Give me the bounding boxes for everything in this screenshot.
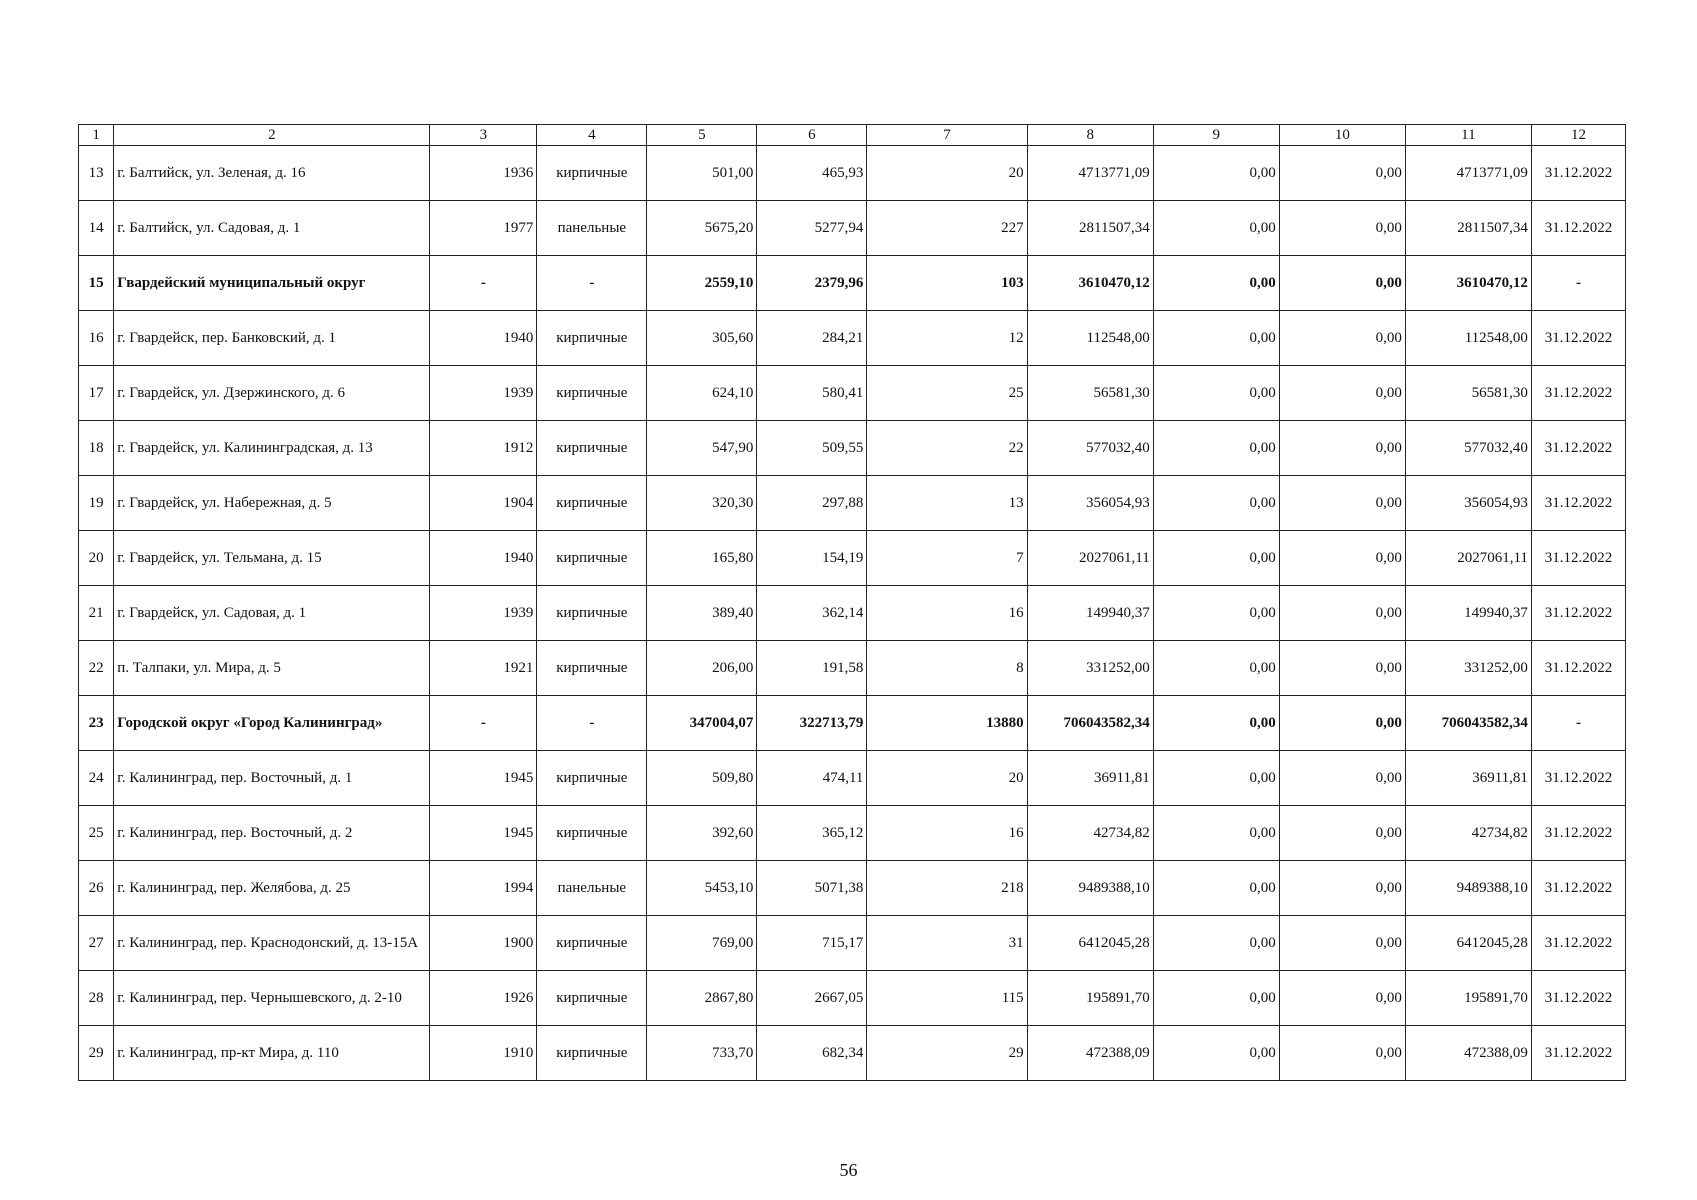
year-cell: 1945 [430,751,537,806]
row-number: 18 [79,421,114,476]
material-cell: кирпичные [537,806,647,861]
cost-total-cell: 2027061,11 [1027,531,1153,586]
row-number: 17 [79,366,114,421]
year-cell: 1945 [430,806,537,861]
cost-total-cell: 195891,70 [1027,971,1153,1026]
year-cell: 1939 [430,586,537,641]
deadline-cell: 31.12.2022 [1531,751,1625,806]
cost-other-cell: 6412045,28 [1405,916,1531,971]
total-area-cell: 624,10 [647,366,757,421]
deadline-cell: 31.12.2022 [1531,146,1625,201]
deadline-cell: 31.12.2022 [1531,586,1625,641]
year-cell: 1940 [430,531,537,586]
cost-other-cell: 36911,81 [1405,751,1531,806]
residents-cell: 12 [867,311,1027,366]
residents-cell: 103 [867,256,1027,311]
column-header: 11 [1405,125,1531,146]
material-cell: кирпичные [537,421,647,476]
cost-budget-cell: 0,00 [1279,476,1405,531]
year-cell: 1910 [430,1026,537,1081]
cost-budget-cell: 0,00 [1279,971,1405,1026]
material-cell: кирпичные [537,476,647,531]
table-row [79,971,1626,1026]
total-area-cell: 5453,10 [647,861,757,916]
table-row [79,421,1626,476]
cost-budget-cell: 0,00 [1279,366,1405,421]
cost-other-cell: 195891,70 [1405,971,1531,1026]
cost-total-cell: 6412045,28 [1027,916,1153,971]
residents-cell: 7 [867,531,1027,586]
cost-budget-cell: 0,00 [1279,311,1405,366]
cost-other-cell: 4713771,09 [1405,146,1531,201]
row-number: 13 [79,146,114,201]
residents-cell: 13880 [867,696,1027,751]
address-cell: г. Калининград, пер. Чернышевского, д. 2-10 [114,971,430,1026]
row-number: 26 [79,861,114,916]
deadline-cell: - [1531,256,1625,311]
cost-budget-cell: 0,00 [1279,531,1405,586]
address-cell: г. Гвардейск, ул. Тельмана, д. 15 [114,531,430,586]
total-area-cell: 320,30 [647,476,757,531]
column-header: 8 [1027,125,1153,146]
table-row [79,806,1626,861]
deadline-cell: 31.12.2022 [1531,311,1625,366]
group-row [79,696,1626,751]
cost-budget-cell: 0,00 [1279,696,1405,751]
table-row [79,531,1626,586]
address-cell: г. Калининград, пер. Восточный, д. 2 [114,806,430,861]
living-area-cell: 509,55 [757,421,867,476]
cost-fund-cell: 0,00 [1153,476,1279,531]
cost-fund-cell: 0,00 [1153,311,1279,366]
material-cell: кирпичные [537,641,647,696]
table-row [79,751,1626,806]
cost-fund-cell: 0,00 [1153,971,1279,1026]
cost-total-cell: 4713771,09 [1027,146,1153,201]
row-number: 14 [79,201,114,256]
residents-cell: 227 [867,201,1027,256]
cost-total-cell: 36911,81 [1027,751,1153,806]
total-area-cell: 769,00 [647,916,757,971]
residents-cell: 8 [867,641,1027,696]
living-area-cell: 682,34 [757,1026,867,1081]
table-body [79,146,1626,1081]
year-cell: 1904 [430,476,537,531]
cost-total-cell: 356054,93 [1027,476,1153,531]
year-cell: 1926 [430,971,537,1026]
cost-total-cell: 149940,37 [1027,586,1153,641]
row-number: 27 [79,916,114,971]
cost-fund-cell: 0,00 [1153,421,1279,476]
row-number: 15 [79,256,114,311]
total-area-cell: 2559,10 [647,256,757,311]
material-cell: - [537,256,647,311]
cost-fund-cell: 0,00 [1153,201,1279,256]
cost-total-cell: 56581,30 [1027,366,1153,421]
residents-cell: 20 [867,146,1027,201]
column-number-row [79,125,1626,146]
cost-other-cell: 56581,30 [1405,366,1531,421]
address-cell: г. Балтийск, ул. Зеленая, д. 16 [114,146,430,201]
column-header: 5 [647,125,757,146]
address-cell: Гвардейский муниципальный округ [114,256,430,311]
row-number: 22 [79,641,114,696]
address-cell: г. Калининград, пер. Краснодонский, д. 13-15А [114,916,430,971]
address-cell: г. Гвардейск, ул. Садовая, д. 1 [114,586,430,641]
cost-fund-cell: 0,00 [1153,366,1279,421]
material-cell: кирпичные [537,916,647,971]
residents-cell: 115 [867,971,1027,1026]
year-cell: 1912 [430,421,537,476]
table-row [79,641,1626,696]
address-cell: г. Гвардейск, ул. Калининградская, д. 13 [114,421,430,476]
deadline-cell: 31.12.2022 [1531,476,1625,531]
living-area-cell: 297,88 [757,476,867,531]
cost-fund-cell: 0,00 [1153,696,1279,751]
year-cell: - [430,696,537,751]
table-row [79,311,1626,366]
cost-other-cell: 706043582,34 [1405,696,1531,751]
cost-fund-cell: 0,00 [1153,641,1279,696]
data-table-sheet [78,124,1626,1081]
cost-fund-cell: 0,00 [1153,751,1279,806]
column-header: 4 [537,125,647,146]
cost-total-cell: 3610470,12 [1027,256,1153,311]
row-number: 21 [79,586,114,641]
cost-other-cell: 9489388,10 [1405,861,1531,916]
material-cell: кирпичные [537,311,647,366]
cost-budget-cell: 0,00 [1279,586,1405,641]
total-area-cell: 392,60 [647,806,757,861]
year-cell: 1994 [430,861,537,916]
year-cell: 1900 [430,916,537,971]
cost-other-cell: 356054,93 [1405,476,1531,531]
table-row [79,861,1626,916]
year-cell: 1921 [430,641,537,696]
row-number: 20 [79,531,114,586]
living-area-cell: 580,41 [757,366,867,421]
cost-other-cell: 149940,37 [1405,586,1531,641]
material-cell: кирпичные [537,1026,647,1081]
column-header: 2 [114,125,430,146]
cost-budget-cell: 0,00 [1279,146,1405,201]
year-cell: - [430,256,537,311]
address-cell: г. Балтийск, ул. Садовая, д. 1 [114,201,430,256]
total-area-cell: 206,00 [647,641,757,696]
cost-budget-cell: 0,00 [1279,641,1405,696]
cost-total-cell: 9489388,10 [1027,861,1153,916]
cost-total-cell: 2811507,34 [1027,201,1153,256]
total-area-cell: 509,80 [647,751,757,806]
table-row [79,916,1626,971]
cost-budget-cell: 0,00 [1279,201,1405,256]
living-area-cell: 5277,94 [757,201,867,256]
living-area-cell: 715,17 [757,916,867,971]
material-cell: панельные [537,861,647,916]
residents-cell: 25 [867,366,1027,421]
table-row [79,366,1626,421]
deadline-cell: 31.12.2022 [1531,201,1625,256]
material-cell: кирпичные [537,146,647,201]
housing-table [78,124,1626,1081]
deadline-cell: 31.12.2022 [1531,861,1625,916]
cost-budget-cell: 0,00 [1279,751,1405,806]
row-number: 19 [79,476,114,531]
residents-cell: 13 [867,476,1027,531]
column-header: 12 [1531,125,1625,146]
total-area-cell: 501,00 [647,146,757,201]
living-area-cell: 2667,05 [757,971,867,1026]
column-header: 3 [430,125,537,146]
address-cell: г. Гвардейск, пер. Банковский, д. 1 [114,311,430,366]
total-area-cell: 165,80 [647,531,757,586]
cost-total-cell: 706043582,34 [1027,696,1153,751]
living-area-cell: 362,14 [757,586,867,641]
deadline-cell: 31.12.2022 [1531,971,1625,1026]
cost-total-cell: 42734,82 [1027,806,1153,861]
cost-budget-cell: 0,00 [1279,256,1405,311]
address-cell: г. Гвардейск, ул. Набережная, д. 5 [114,476,430,531]
residents-cell: 22 [867,421,1027,476]
cost-other-cell: 3610470,12 [1405,256,1531,311]
total-area-cell: 389,40 [647,586,757,641]
total-area-cell: 547,90 [647,421,757,476]
living-area-cell: 284,21 [757,311,867,366]
column-header: 7 [867,125,1027,146]
total-area-cell: 733,70 [647,1026,757,1081]
cost-other-cell: 331252,00 [1405,641,1531,696]
cost-budget-cell: 0,00 [1279,861,1405,916]
deadline-cell: 31.12.2022 [1531,421,1625,476]
cost-other-cell: 472388,09 [1405,1026,1531,1081]
cost-fund-cell: 0,00 [1153,861,1279,916]
material-cell: кирпичные [537,971,647,1026]
row-number: 24 [79,751,114,806]
living-area-cell: 5071,38 [757,861,867,916]
material-cell: кирпичные [537,366,647,421]
material-cell: кирпичные [537,531,647,586]
residents-cell: 218 [867,861,1027,916]
column-header: 9 [1153,125,1279,146]
residents-cell: 31 [867,916,1027,971]
material-cell: кирпичные [537,751,647,806]
table-row [79,586,1626,641]
address-cell: п. Талпаки, ул. Мира, д. 5 [114,641,430,696]
total-area-cell: 347004,07 [647,696,757,751]
table-row [79,201,1626,256]
cost-other-cell: 2811507,34 [1405,201,1531,256]
residents-cell: 29 [867,1026,1027,1081]
column-header: 1 [79,125,114,146]
table-header [79,125,1626,146]
cost-fund-cell: 0,00 [1153,531,1279,586]
material-cell: - [537,696,647,751]
table-row [79,146,1626,201]
living-area-cell: 191,58 [757,641,867,696]
cost-total-cell: 331252,00 [1027,641,1153,696]
address-cell: г. Калининград, пер. Восточный, д. 1 [114,751,430,806]
column-header: 6 [757,125,867,146]
total-area-cell: 2867,80 [647,971,757,1026]
total-area-cell: 305,60 [647,311,757,366]
cost-total-cell: 112548,00 [1027,311,1153,366]
living-area-cell: 474,11 [757,751,867,806]
table-row [79,476,1626,531]
cost-total-cell: 472388,09 [1027,1026,1153,1081]
cost-fund-cell: 0,00 [1153,1026,1279,1081]
row-number: 23 [79,696,114,751]
row-number: 28 [79,971,114,1026]
group-row [79,256,1626,311]
cost-budget-cell: 0,00 [1279,1026,1405,1081]
cost-other-cell: 577032,40 [1405,421,1531,476]
deadline-cell: - [1531,696,1625,751]
deadline-cell: 31.12.2022 [1531,531,1625,586]
column-header: 10 [1279,125,1405,146]
cost-budget-cell: 0,00 [1279,916,1405,971]
deadline-cell: 31.12.2022 [1531,641,1625,696]
cost-budget-cell: 0,00 [1279,421,1405,476]
living-area-cell: 365,12 [757,806,867,861]
living-area-cell: 154,19 [757,531,867,586]
year-cell: 1940 [430,311,537,366]
cost-other-cell: 42734,82 [1405,806,1531,861]
deadline-cell: 31.12.2022 [1531,366,1625,421]
cost-fund-cell: 0,00 [1153,256,1279,311]
deadline-cell: 31.12.2022 [1531,916,1625,971]
row-number: 16 [79,311,114,366]
material-cell: панельные [537,201,647,256]
address-cell: г. Гвардейск, ул. Дзержинского, д. 6 [114,366,430,421]
deadline-cell: 31.12.2022 [1531,806,1625,861]
year-cell: 1977 [430,201,537,256]
address-cell: Городской округ «Город Калининград» [114,696,430,751]
row-number: 29 [79,1026,114,1081]
cost-budget-cell: 0,00 [1279,806,1405,861]
cost-fund-cell: 0,00 [1153,146,1279,201]
living-area-cell: 2379,96 [757,256,867,311]
residents-cell: 20 [867,751,1027,806]
cost-fund-cell: 0,00 [1153,916,1279,971]
cost-fund-cell: 0,00 [1153,586,1279,641]
table-row [79,1026,1626,1081]
residents-cell: 16 [867,586,1027,641]
cost-total-cell: 577032,40 [1027,421,1153,476]
year-cell: 1936 [430,146,537,201]
cost-other-cell: 2027061,11 [1405,531,1531,586]
address-cell: г. Калининград, пр-кт Мира, д. 110 [114,1026,430,1081]
living-area-cell: 465,93 [757,146,867,201]
total-area-cell: 5675,20 [647,201,757,256]
address-cell: г. Калининград, пер. Желябова, д. 25 [114,861,430,916]
living-area-cell: 322713,79 [757,696,867,751]
cost-other-cell: 112548,00 [1405,311,1531,366]
material-cell: кирпичные [537,586,647,641]
cost-fund-cell: 0,00 [1153,806,1279,861]
page-number: 56 [839,1160,858,1180]
year-cell: 1939 [430,366,537,421]
row-number: 25 [79,806,114,861]
residents-cell: 16 [867,806,1027,861]
deadline-cell: 31.12.2022 [1531,1026,1625,1081]
